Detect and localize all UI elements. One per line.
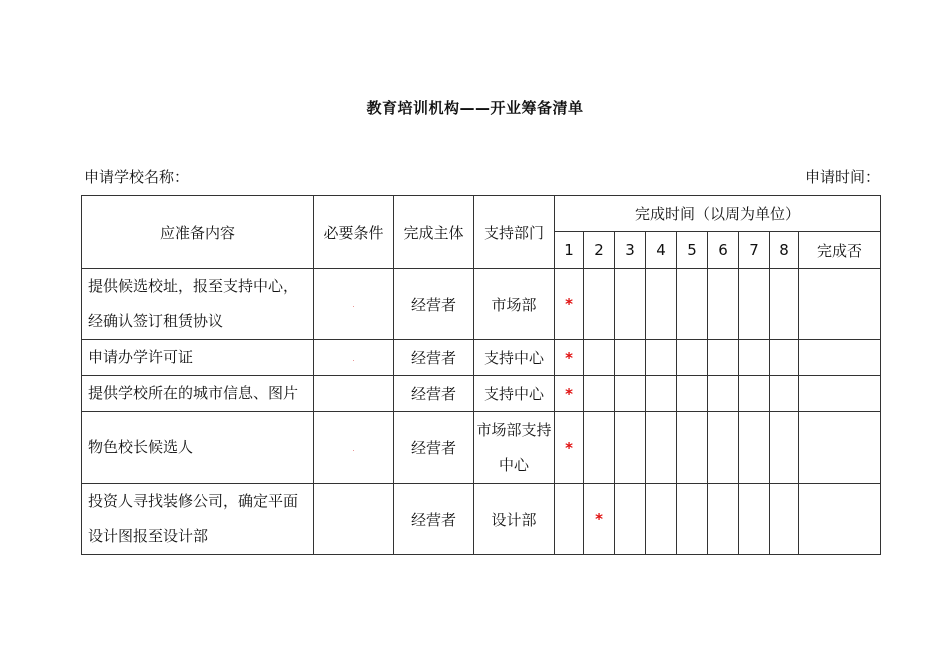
row-conditions xyxy=(314,376,394,412)
row-owner: 经营者 xyxy=(394,269,474,340)
document-title: 教育培训机构——开业筹备清单 xyxy=(366,99,584,117)
header-conditions: 必要条件 xyxy=(314,196,394,269)
row-conditions xyxy=(314,412,394,484)
week-cell xyxy=(646,376,677,412)
week-cell xyxy=(677,340,708,376)
header-time-group: 完成时间（以周为单位） xyxy=(555,196,881,232)
row-support: 市场部 xyxy=(474,269,555,340)
row-support: 支持中心 xyxy=(474,376,555,412)
week-cell xyxy=(739,412,770,484)
row-support: 设计部 xyxy=(474,484,555,555)
week-cell xyxy=(584,376,615,412)
week-cell xyxy=(770,412,799,484)
apply-time-label: 申请时间： xyxy=(804,168,880,186)
row-conditions xyxy=(314,269,394,340)
week-cell xyxy=(646,269,677,340)
condition-dot: · xyxy=(352,356,355,365)
row-support: 支持中心 xyxy=(474,340,555,376)
done-cell xyxy=(799,412,881,484)
table-row xyxy=(82,412,881,484)
header-owner: 完成主体 xyxy=(394,196,474,269)
schedule-star-mark: * xyxy=(595,510,603,528)
week-cell xyxy=(555,484,584,555)
week-cell xyxy=(555,376,584,412)
header-week-1: 1 xyxy=(555,232,584,269)
schedule-star-mark: * xyxy=(565,384,573,403)
header-week-2: 2 xyxy=(584,232,615,269)
condition-dot: · xyxy=(352,303,355,311)
row-owner: 经营者 xyxy=(394,412,474,484)
week-cell xyxy=(584,269,615,340)
checklist-table xyxy=(81,195,881,555)
week-cell xyxy=(584,412,615,484)
week-cell xyxy=(555,269,584,340)
header-week-6: 6 xyxy=(708,232,739,269)
week-cell xyxy=(708,340,739,376)
table-row xyxy=(82,484,881,555)
row-content: 投资人寻找装修公司，确定平面设计图报至设计部 xyxy=(82,484,314,555)
done-cell xyxy=(799,376,881,412)
row-owner: 经营者 xyxy=(394,376,474,412)
header-week-4: 4 xyxy=(646,232,677,269)
done-cell xyxy=(799,269,881,340)
row-owner: 经营者 xyxy=(394,340,474,376)
week-cell xyxy=(708,412,739,484)
schedule-star-mark: * xyxy=(565,348,573,367)
school-name-label: 申请学校名称： xyxy=(84,168,190,186)
header-week-3: 3 xyxy=(615,232,646,269)
week-cell xyxy=(615,412,646,484)
table-row xyxy=(82,376,881,412)
week-cell xyxy=(677,269,708,340)
week-cell xyxy=(677,412,708,484)
week-cell xyxy=(555,340,584,376)
week-cell xyxy=(708,484,739,555)
header-week-7: 7 xyxy=(739,232,770,269)
week-cell xyxy=(739,340,770,376)
row-conditions xyxy=(314,340,394,376)
week-cell xyxy=(615,484,646,555)
header-support: 支持部门 xyxy=(474,196,555,269)
table-row xyxy=(82,269,881,340)
week-cell xyxy=(555,412,584,484)
week-cell xyxy=(646,412,677,484)
week-cell xyxy=(646,340,677,376)
week-cell xyxy=(739,484,770,555)
week-cell xyxy=(739,376,770,412)
done-cell xyxy=(799,484,881,555)
week-cell xyxy=(739,269,770,340)
row-content: 物色校长候选人 xyxy=(82,412,314,484)
week-cell xyxy=(770,484,799,555)
week-cell xyxy=(677,376,708,412)
row-support: 市场部支持中心 xyxy=(474,412,555,484)
row-conditions xyxy=(314,484,394,555)
condition-dot: · xyxy=(352,446,355,455)
week-cell xyxy=(677,484,708,555)
done-cell xyxy=(799,340,881,376)
schedule-star-mark: * xyxy=(565,438,573,457)
week-cell xyxy=(770,269,799,340)
week-cell xyxy=(708,269,739,340)
week-cell xyxy=(770,340,799,376)
row-content: 申请办学许可证 xyxy=(82,340,314,376)
week-cell xyxy=(708,376,739,412)
row-owner: 经营者 xyxy=(394,484,474,555)
week-cell xyxy=(615,269,646,340)
schedule-star-mark: * xyxy=(565,295,573,313)
header-week-5: 5 xyxy=(677,232,708,269)
week-cell xyxy=(615,340,646,376)
week-cell xyxy=(584,484,615,555)
row-content: 提供学校所在的城市信息、图片 xyxy=(82,376,314,412)
week-cell xyxy=(584,340,615,376)
header-done: 完成否 xyxy=(799,232,881,269)
row-content: 提供候选校址，报至支持中心，经确认签订租赁协议 xyxy=(82,269,314,340)
header-content: 应准备内容 xyxy=(82,196,314,269)
table-row xyxy=(82,340,881,376)
header-week-8: 8 xyxy=(770,232,799,269)
week-cell xyxy=(770,376,799,412)
week-cell xyxy=(615,376,646,412)
week-cell xyxy=(646,484,677,555)
